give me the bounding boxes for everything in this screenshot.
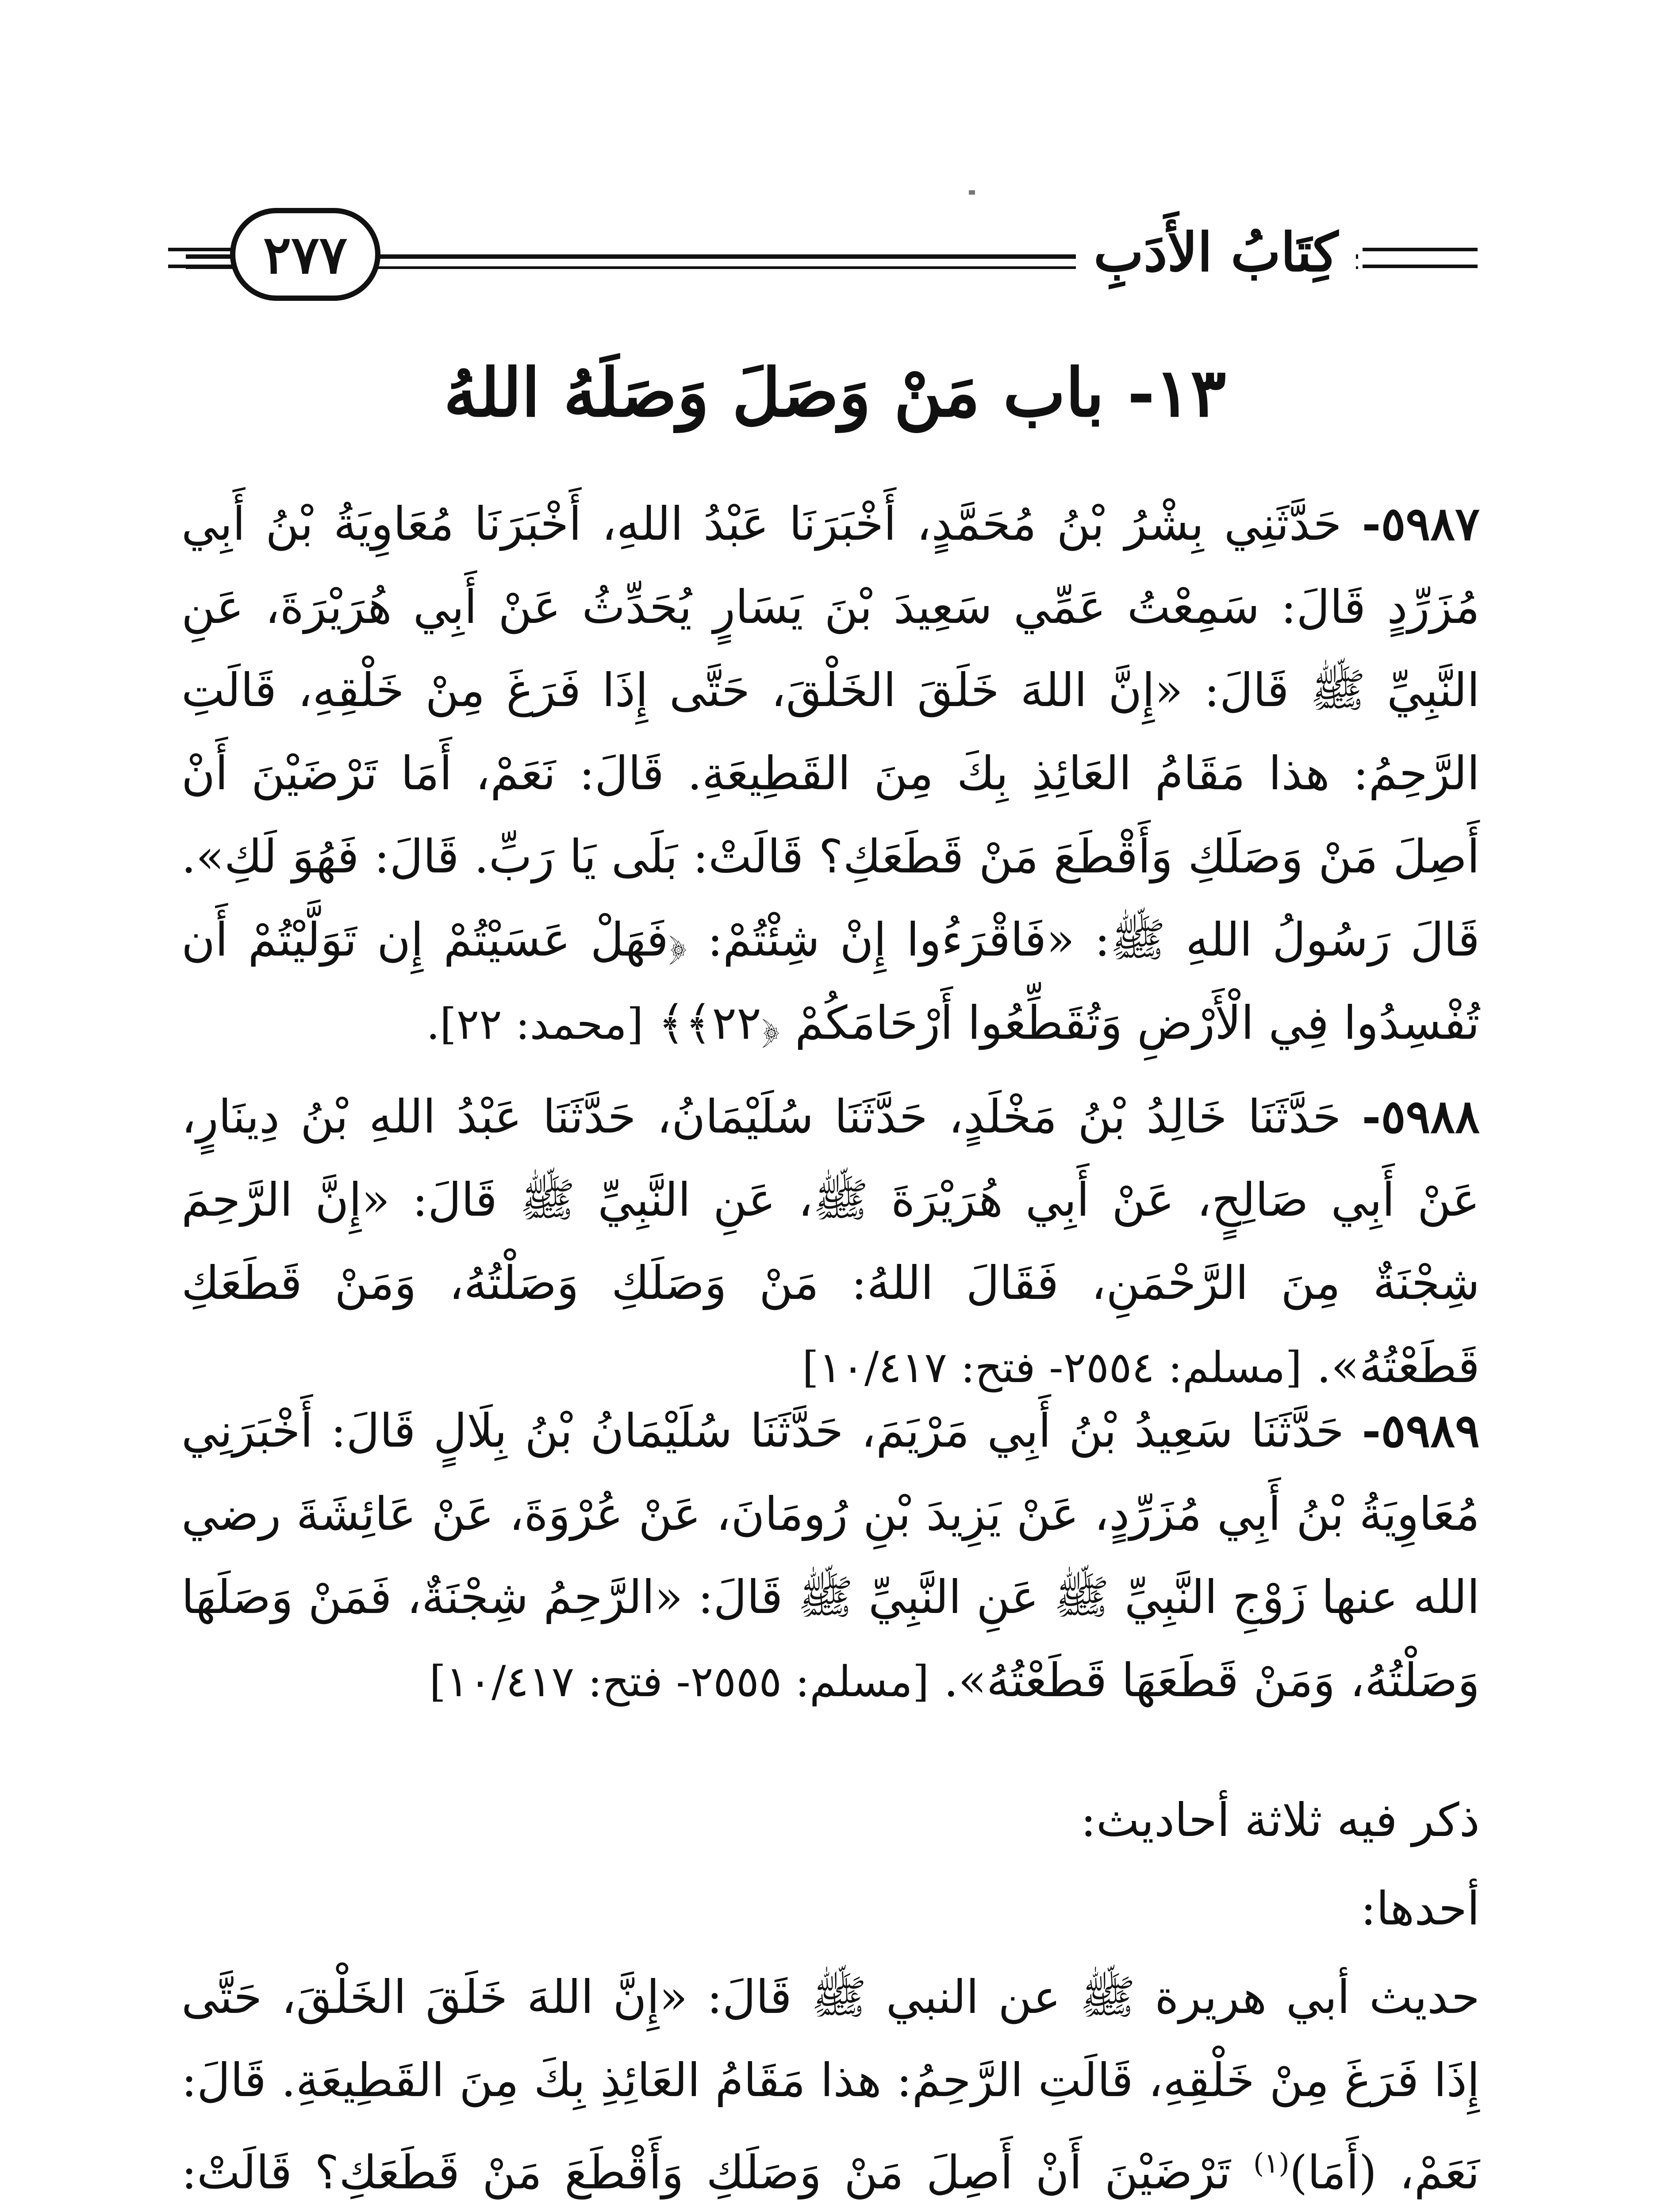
- hadith-text: حَدَّثَنِي بِشْرُ بْنُ مُحَمَّدٍ، أَخْبَرَنَا عَبْدُ اللهِ، أَخْبَرَنَا مُعَاوِيَةُ بْنُ أَبِي مُزَرِّدٍ قَالَ: سَمِعْتُ عَمِّي سَعِيدَ بْنَ يَسَارٍ يُحَدِّثُ عَنْ أَبِي هُرَيْرَةَ، عَنِ النَّبِيِّ ﷺ قَالَ: «إِنَّ اللهَ خَلَقَ الخَلْقَ، حَتَّى إِذَا فَرَغَ مِنْ خَلْقِهِ، قَالَتِ الرَّحِمُ: هذا مَقَامُ العَائِذِ بِكَ مِنَ القَطِيعَةِ. قَالَ: نَعَمْ، أَمَا تَرْضَيْنَ أَنْ أَصِلَ مَنْ وَصَلَكِ وَأَقْطَعَ مَنْ قَطَعَكِ؟ قَالَتْ: بَلَى يَا رَبِّ. قَالَ: فَهُوَ لَكِ». قَالَ رَسُولُ اللهِ ﷺ: «فَاقْرَءُوا إِنْ شِئْتُمْ: ﴿فَهَلْ عَسَيْتُمْ إِن تَوَلَّيْتُمْ أَن تُفْسِدُوا فِي الْأَرْضِ وَتُقَطِّعُوا أَرْحَامَكُمْ ﴿٢٢﴾﴾: [181, 497, 1480, 1050]
- chapter-title: ١٣- باب مَنْ وَصَلَ وَصَلَهُ اللهُ: [444, 354, 1226, 432]
- commentary-text-before-note: حديث أبي هريرة ﷺ عن النبي ﷺ قَالَ: «إِنَّ اللهَ خَلَقَ الخَلْقَ، حَتَّى إِذَا فَرَغَ مِنْ خَلْقِهِ، قَالَتِ الرَّحِمُ: هذا مَقَامُ العَائِذِ بِكَ مِنَ القَطِيعَةِ. قَالَ: نَعَمْ، (أَمَا): [181, 1970, 1480, 2200]
- page-number: ٢٧٧: [263, 223, 348, 285]
- hadith-5988: [181, 1075, 1480, 1409]
- hadith-number: ٥٩٨٨-: [1362, 1089, 1480, 1144]
- commentary-body: [181, 1955, 1480, 2212]
- hadith-text: حَدَّثَنَا سَعِيدُ بْنُ أَبِي مَرْيَمَ، حَدَّثَنَا سُلَيْمَانُ بْنُ بِلَالٍ قَالَ: أَخْبَرَنِي مُعَاوِيَةُ بْنُ أَبِي مُزَرِّدٍ، عَنْ يَزِيدَ بْنِ رُومَانَ، عَنْ عُرْوَةَ، عَنْ عَائِشَةَ رضي الله عنها زَوْجِ النَّبِيِّ ﷺ عَنِ النَّبِيِّ ﷺ قَالَ: «الرَّحِمُ شِجْنَةٌ، فَمَنْ وَصَلَهَا وَصَلْتُهُ، وَمَنْ قَطَعَهَا قَطَعْتُهُ».: [181, 1404, 1480, 1707]
- commentary-text-after-note: تَرْضَيْنَ أَنْ أَصِلَ مَنْ وَصَلَكِ وَأَقْطَعَ مَنْ قَطَعَكِ؟ قَالَتْ:: [181, 2145, 1231, 2200]
- hadith-number: ٥٩٨٧-: [1362, 496, 1480, 551]
- hadith-citation: [مسلم: ٢٥٥٤- فتح: ١٠/٤١٧]: [802, 1343, 1302, 1392]
- book-title: كِتَابُ الأَدَبِ: [1076, 221, 1356, 284]
- scan-speck: [969, 190, 975, 195]
- page-number-badge: [230, 208, 380, 301]
- header-right-stub-bottom: [1363, 265, 1478, 268]
- hadith-5987: [181, 482, 1480, 1066]
- header-left-stub-top: [168, 248, 239, 251]
- hadith-5989: [181, 1389, 1480, 1723]
- commentary-first-heading: أحدها:: [1360, 1882, 1480, 1936]
- footnote-reference: (١): [1253, 2147, 1290, 2179]
- header-right-stub-top: [1363, 248, 1478, 251]
- header-left-stub-bottom: [168, 265, 239, 268]
- hadith-text: حَدَّثَنَا خَالِدُ بْنُ مَخْلَدٍ، حَدَّثَنَا سُلَيْمَانُ، حَدَّثَنَا عَبْدُ اللهِ بْنُ دِينَارٍ، عَنْ أَبِي صَالِحٍ، عَنْ أَبِي هُرَيْرَةَ ﷺ، عَنِ النَّبِيِّ ﷺ قَالَ: «إِنَّ الرَّحِمَ شِجْنَةٌ مِنَ الرَّحْمَنِ، فَقَالَ اللهُ: مَنْ وَصَلَكِ وَصَلْتُهُ، وَمَنْ قَطَعَكِ قَطَعْتُهُ».: [181, 1090, 1480, 1393]
- hadith-citation: [محمد: ٢٢].: [426, 999, 644, 1049]
- hadith-number: ٥٩٨٩-: [1362, 1403, 1480, 1458]
- commentary-intro: ذكر فيه ثلاثة أحاديث:: [1080, 1793, 1480, 1847]
- hadith-citation: [مسلم: ٢٥٥٥- فتح: ١٠/٤١٧]: [429, 1657, 929, 1706]
